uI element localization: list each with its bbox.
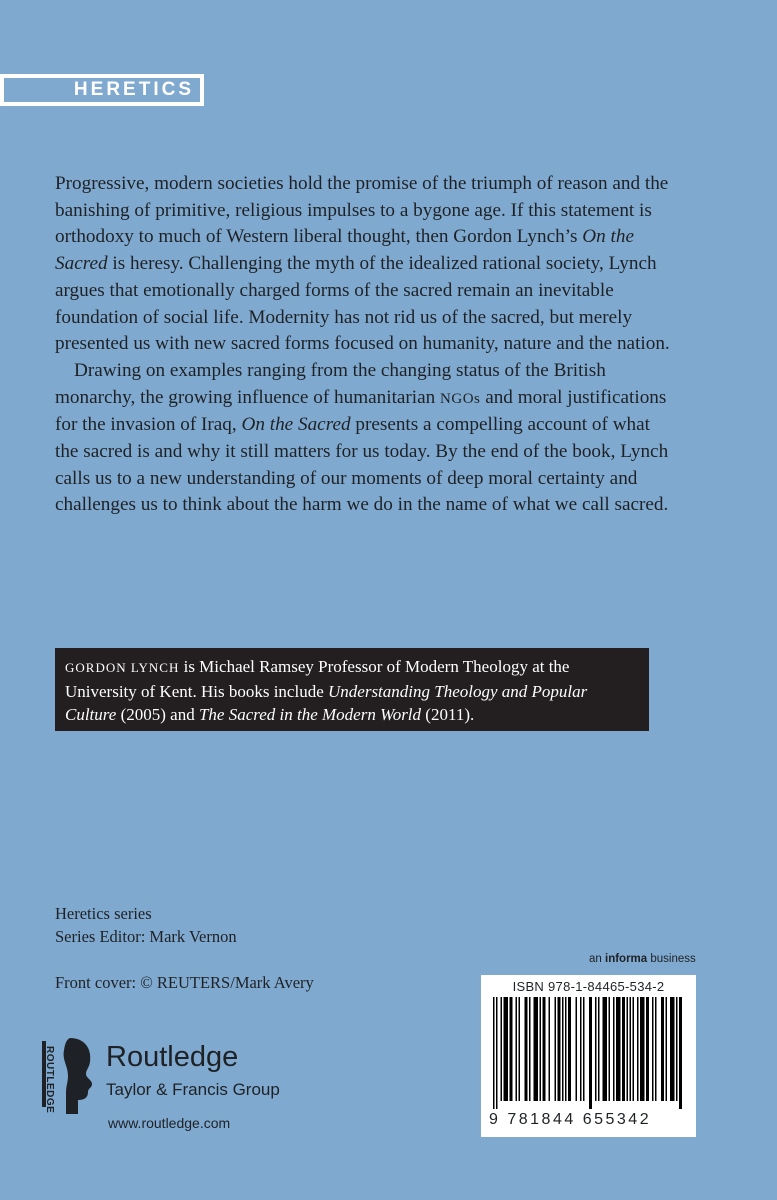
routledge-head-icon: [62, 1036, 96, 1116]
barcode-bar: [589, 997, 592, 1109]
series-tag-label: HERETICS: [4, 78, 200, 102]
book-title: Understanding Theology and Popular Culture: [65, 681, 588, 724]
barcode-bar: [562, 997, 564, 1101]
publisher-website: www.routledge.com: [108, 1115, 231, 1131]
author-bio: GORDON LYNCH is Michael Ramsey Professor of Modern Theology at the University of Kent. His books include Understanding Theology and Popular Culture (2005) and The Sacred in the Modern World (2011).: [55, 648, 649, 731]
barcode-bar: [516, 997, 518, 1101]
blurb-paragraph-2: Drawing on examples ranging from the changing status of the British monarchy, the growing influence of humanitarian NGOs and moral justifications for the invasion of Iraq, On the Sacred presents a compelling account of what the sacred is and why it still matters for us today. By the end of the book, Lynch calls us to a new understanding of our moments of deep moral certainty and challenges us to think about the harm we do in the name of what we call sacred.: [55, 359, 669, 516]
publisher-group: Taylor & Francis Group: [106, 1080, 280, 1099]
barcode-bar: [555, 997, 557, 1101]
barcode-bar: [583, 997, 585, 1101]
author-name: GORDON LYNCH: [65, 660, 180, 675]
barcode-bar: [565, 997, 567, 1101]
barcode-bar: [630, 997, 632, 1101]
series-editor: Series Editor: Mark Vernon: [55, 927, 237, 946]
series-name: Heretics series: [55, 904, 152, 923]
cover-credit: Front cover: © REUTERS/Mark Avery: [55, 973, 314, 992]
barcode-bar: [616, 997, 621, 1101]
blurb-paragraph-1: Progressive, modern societies hold the promise of the triumph of reason and the banishing of primitive, religious impulses to a bygone age. If this statement is orthodoxy to much of Western liberal thought, then Gordon Lynch’s On the Sacred is heresy. Challenging the myth of the idealized rational society, Lynch argues that emotionally charged forms of the sacred remain an inevitable foundation of social life. Modernity has not rid us of the sacred, but merely presented us with new sacred forms focused on humanity, nature and the nation.: [55, 173, 670, 355]
book-title: On the Sacred: [241, 414, 351, 436]
barcode-bar: [540, 997, 542, 1101]
barcode-bar: [661, 997, 664, 1101]
isbn-text: ISBN 978-1-84465-534-2: [512, 979, 665, 994]
routledge-logo-text: ROUTLEDGE: [44, 1046, 55, 1114]
barcode-bar: [525, 997, 528, 1101]
barcode-bar: [534, 997, 539, 1101]
series-credits: [55, 902, 237, 948]
barcode-bar: [558, 997, 561, 1101]
barcode-bar: [510, 997, 513, 1101]
book-title: The Sacred in the Modern World: [198, 705, 422, 724]
barcode-bar: [627, 997, 629, 1101]
barcode-bar: [640, 997, 645, 1101]
barcode-bar: [633, 997, 635, 1101]
barcode-bar: [676, 997, 678, 1101]
barcode: [491, 997, 686, 1109]
barcode-bar: [646, 997, 649, 1101]
barcode-bar: [493, 997, 495, 1109]
book-title: On the Sacred: [55, 226, 634, 275]
barcode-bar: [549, 997, 551, 1101]
barcode-bar: [613, 997, 615, 1101]
barcode-bar: [568, 997, 571, 1101]
series-tag: [0, 74, 204, 106]
barcode-bar: [670, 997, 675, 1101]
barcode-bar: [529, 997, 531, 1101]
barcode-bar: [609, 997, 611, 1101]
barcode-bar: [580, 997, 582, 1101]
barcode-bar: [603, 997, 608, 1101]
informa-tagline: an informa business: [589, 953, 696, 965]
barcode-digits: 9 781844 655342: [489, 1111, 652, 1128]
barcode-bar: [679, 997, 682, 1109]
barcode-bar: [519, 997, 521, 1101]
barcode-bar: [655, 997, 657, 1101]
barcode-bar: [622, 997, 625, 1101]
barcode-bar: [598, 997, 600, 1101]
blurb: [55, 171, 675, 519]
barcode-bar: [652, 997, 654, 1101]
barcode-bar: [637, 997, 639, 1101]
publisher-name: Routledge: [106, 1041, 239, 1073]
barcode-bar: [496, 997, 498, 1109]
barcode-bar: [576, 997, 578, 1101]
barcode-bar: [543, 997, 546, 1101]
barcode-bar: [504, 997, 509, 1101]
barcode-bar: [595, 997, 597, 1101]
barcode-bar: [501, 997, 503, 1101]
barcode-bar: [666, 997, 668, 1101]
barcode-box: [481, 975, 696, 1137]
